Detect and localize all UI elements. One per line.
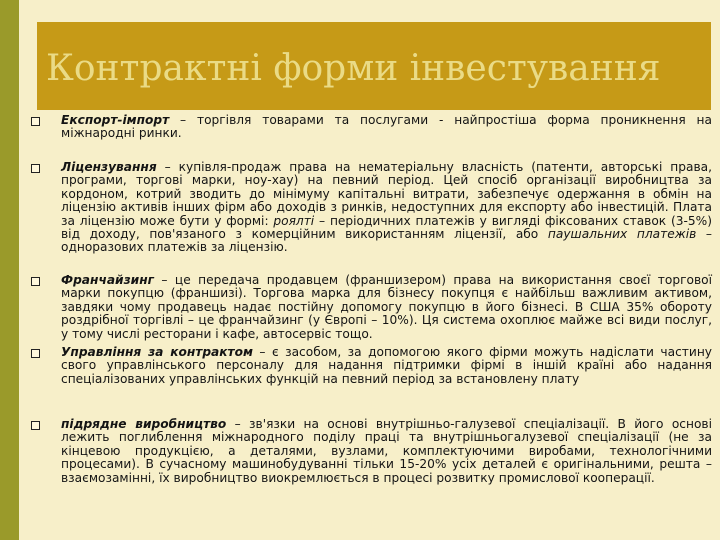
bullet-text: – це передача продавцем (франшизером) права на використання своєї торгової марки покупцю (франшизі). Торгова марка для бізнесу покупця є найбільш важливим активом, завдяки чому продавець надає постійну допомогу покупцю в його бізнесі. В США 35% обороту роздрібної торгівлі – це франчайзинг (у Європі – 10%). Ця система охоплює майже всі види послуг, у тому числі ресторани і кафе, автосервіс тощо. — [61, 273, 712, 341]
bullet-text: – купівля-продаж права на нематеріальну власність (патенти, авторські права, програми, торгові марки, ноу-хау) на певний період. Цей спосіб організації виробництва за кордоном, котрий зводить до мінімуму капітальні витрати, забезпечує одержання в обмін на ліцензію активів інших фірм або доходів з ринків, недоступних для експорту або інвестицій. Плата за ліцензію може бути у формі: — [61, 160, 712, 228]
bullet-text: – є засобом, за допомогою якого фірми можуть надіслати частину свого управлінського персоналу для надання підтримки фірмі в іншій країні або надання спеціалізованих управлінських функцій на певний період за встановлену плату — [61, 345, 712, 386]
bullet-text: – періодичних платежів у вигляді фіксованих ставок (3-5%) від доходу, пов'язаного з комерційним використанням ліцензії, або — [61, 213, 712, 242]
bullet-contract-manufacturing — [61, 418, 712, 485]
left-accent-bar — [0, 0, 19, 540]
bullet-term: Франчайзинг — [61, 273, 154, 287]
bullet-term: Ліцензування — [61, 160, 157, 174]
bullet-text: – торгівля товарами та послугами - найпростіша форма проникнення на міжнародні ринки. — [61, 113, 712, 141]
bullet-marker-icon — [31, 117, 40, 126]
bullet-marker-icon — [31, 349, 40, 358]
bullet-marker-icon — [31, 421, 40, 430]
bullet-term: підрядне виробництво — [61, 417, 227, 431]
bullet-management-contract — [61, 346, 712, 386]
bullet-text: – одноразових платежів за ліцензію. — [61, 227, 712, 255]
title-box — [37, 22, 711, 110]
bullet-export-import — [61, 114, 712, 141]
bullet-term: Управління за контрактом — [61, 345, 253, 359]
bullet-italic-term: паушальних платежів — [547, 227, 697, 242]
slide-title: Контрактні форми інвестування — [46, 48, 661, 89]
bullet-italic-term: роялті — [273, 213, 315, 228]
bullet-term: Експорт-імпорт — [61, 113, 170, 127]
bullet-text: – зв'язки на основі внутрішньо-галузевої спеціалізації. В його основі лежить поглиблення міжнародного поділу праці та внутрішньогалузевої спеціалізації (не за кінцевою продукцією, а деталями, вузлами, комплектуючими виробами, технологічними процесами). В сучасному машинобудуванні тільки 15-20% усіх деталей є оригінальними, решта – взаємозамінні, їх виробництво виокремлюється в процесі розвитку промислової кооперації. — [61, 417, 712, 485]
bullet-marker-icon — [31, 277, 40, 286]
bullet-franchising — [61, 274, 712, 341]
bullet-marker-icon — [31, 164, 40, 173]
bullet-licensing — [61, 161, 712, 255]
